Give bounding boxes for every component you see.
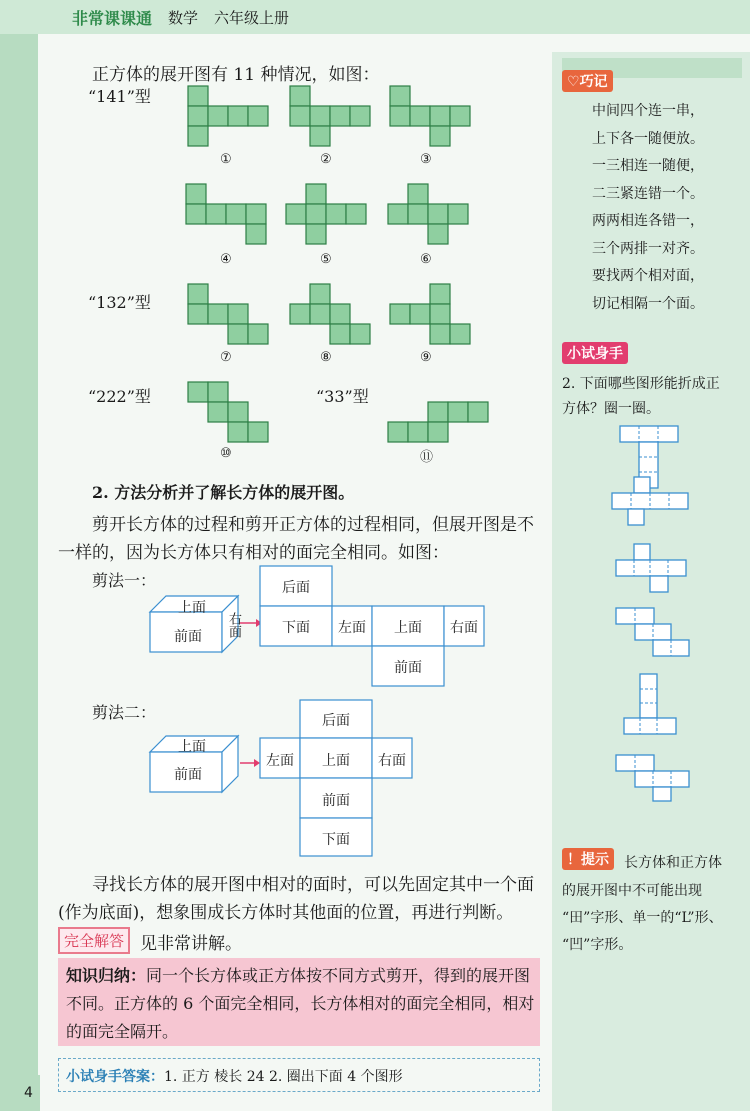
net-11 [388,402,488,442]
net-6 [388,184,468,244]
cuboid2-front-label: 前面 [174,767,202,783]
net-number: ① [220,152,232,167]
quiz-figure-6 [616,755,689,801]
cuboid1-top-label: 上面 [178,600,206,616]
method1-label: 剪法一： [92,571,157,590]
net2-right-label: 右面 [378,753,406,769]
net-number: ⑤ [320,252,332,267]
subject-label: 数学 [168,9,199,27]
bulb-icon: ♡ [567,74,580,90]
intro-text: 正方体的展开图有 11 种情况，如图： [92,65,380,85]
net2-back-label: 后面 [322,713,350,729]
grade-label: 六年级上册 [214,9,290,27]
section-2-title: 2. 方法分析并了解长方体的展开图。 [92,483,355,502]
para1-line1: 剪开长方体的过程和剪开正方体的过程相同，但展开图是不 [92,515,534,535]
net-10 [188,382,268,442]
mnemonic-line: 两两相连各错一， [592,213,704,229]
type-222-label: “222”型 [88,387,151,406]
net1-back-label: 后面 [282,580,310,596]
cuboid-1 [150,596,262,652]
quiz-answer-label: 小试身手答案： [66,1069,164,1085]
net-number: ⑩ [220,446,232,461]
para1-line2: 一样的，因为长方体只有相对的面完全相同。如图： [58,543,449,563]
hint-line4: “凹”字形。 [562,937,633,953]
mnemonic-line: 上下各一随便放。 [592,130,704,147]
net-1 [188,86,268,146]
hint-tag: ！提示 [562,848,614,870]
net-9 [390,284,470,344]
quiz-figure-2 [612,477,688,525]
type-141-label: “141”型 [88,87,151,106]
para2-line1: 寻找长方体的展开图中相对的面时，可以先固定其中一个面 [92,875,534,895]
quiz-figure-4 [616,608,689,656]
net-5 [286,184,366,244]
summary-line1: 同一个长方体或正方体按不同方式剪开，得到的展开图 [146,966,531,985]
net-number: ④ [220,252,232,267]
quiz-question-line1: 2. 下面哪些图形能折成正 [562,376,720,392]
type-33-label: “33”型 [316,387,369,406]
mnemonic-line: 二三紧连错一个。 [592,185,704,202]
quiz-figure-3 [616,544,686,592]
mnemonic-line: 一三相连一随便， [592,158,704,174]
type-132-label: “132”型 [88,293,151,312]
net2-front-label: 前面 [322,793,350,809]
net1-left-label: 左面 [338,620,366,636]
summary-label: 知识归纳： [66,966,147,985]
net1-front-label: 前面 [394,660,422,676]
net2-bottom-label: 下面 [322,832,350,848]
mnemonic-line: 中间四个连一串， [592,103,704,119]
page-number: 4 [24,1085,33,1101]
mnemonic-line: 要找两个相对面， [592,268,704,284]
answer-tag: 完全解答 [58,927,130,954]
cuboid1-front-label: 前面 [174,629,202,645]
mnemonic-tag-label: 巧记 [579,74,608,90]
page-number-tab [0,1075,40,1111]
net1-top-label: 上面 [394,620,422,636]
book-brand: 非常课课通 [72,9,153,28]
net-number: ⑥ [420,252,432,267]
net-number: ⑦ [220,350,232,365]
net-8 [290,284,370,344]
quiz-figure-5 [624,674,676,734]
net1-right-label: 右面 [450,620,478,636]
net-number: ⑨ [420,350,432,365]
mnemonic-line: 切记相隔一个面。 [592,295,704,312]
answer-text: 见非常讲解。 [140,934,242,954]
hint-line2: 的展开图中不可能出现 [562,883,702,899]
net2-left-label: 左面 [266,753,294,769]
para2-line2: (作为底面)，想象围成长方体时其他面的位置，再进行判断。 [58,903,514,923]
net-2 [290,86,370,146]
net1-bottom-label: 下面 [282,620,310,636]
method2-label: 剪法二： [92,703,157,722]
net2-top-label: 上面 [322,753,350,769]
net-7 [188,284,268,344]
net-number: ⑧ [320,350,332,365]
net-number: ② [320,152,332,167]
summary-line3: 的面完全隔开。 [66,1022,179,1041]
hint-line1: 长方体和正方体 [624,855,722,871]
quiz-question-line2: 方体？圈一圈。 [562,401,660,417]
quiz-answer-text: 1. 正方 棱长 24 2. 圈出下面 4 个图形 [164,1069,403,1085]
quiz-tag: 小试身手 [562,342,628,364]
mnemonic-tag [562,70,613,92]
net-3 [390,86,470,146]
cuboid2-top-label: 上面 [178,739,206,755]
net-4 [186,184,266,244]
net-number: ⑪ [420,450,434,465]
net-number: ③ [420,152,432,167]
cuboid1-right-label: 右面 [226,612,241,638]
mnemonic-lines [592,98,704,318]
summary-line2: 不同。正方体的 6 个面完全相同，长方体相对的面完全相同，相对 [66,994,535,1013]
mnemonic-line: 三个两排一对齐。 [592,240,704,257]
hint-line3: “田”字形、单一的“L”形、 [562,910,723,926]
